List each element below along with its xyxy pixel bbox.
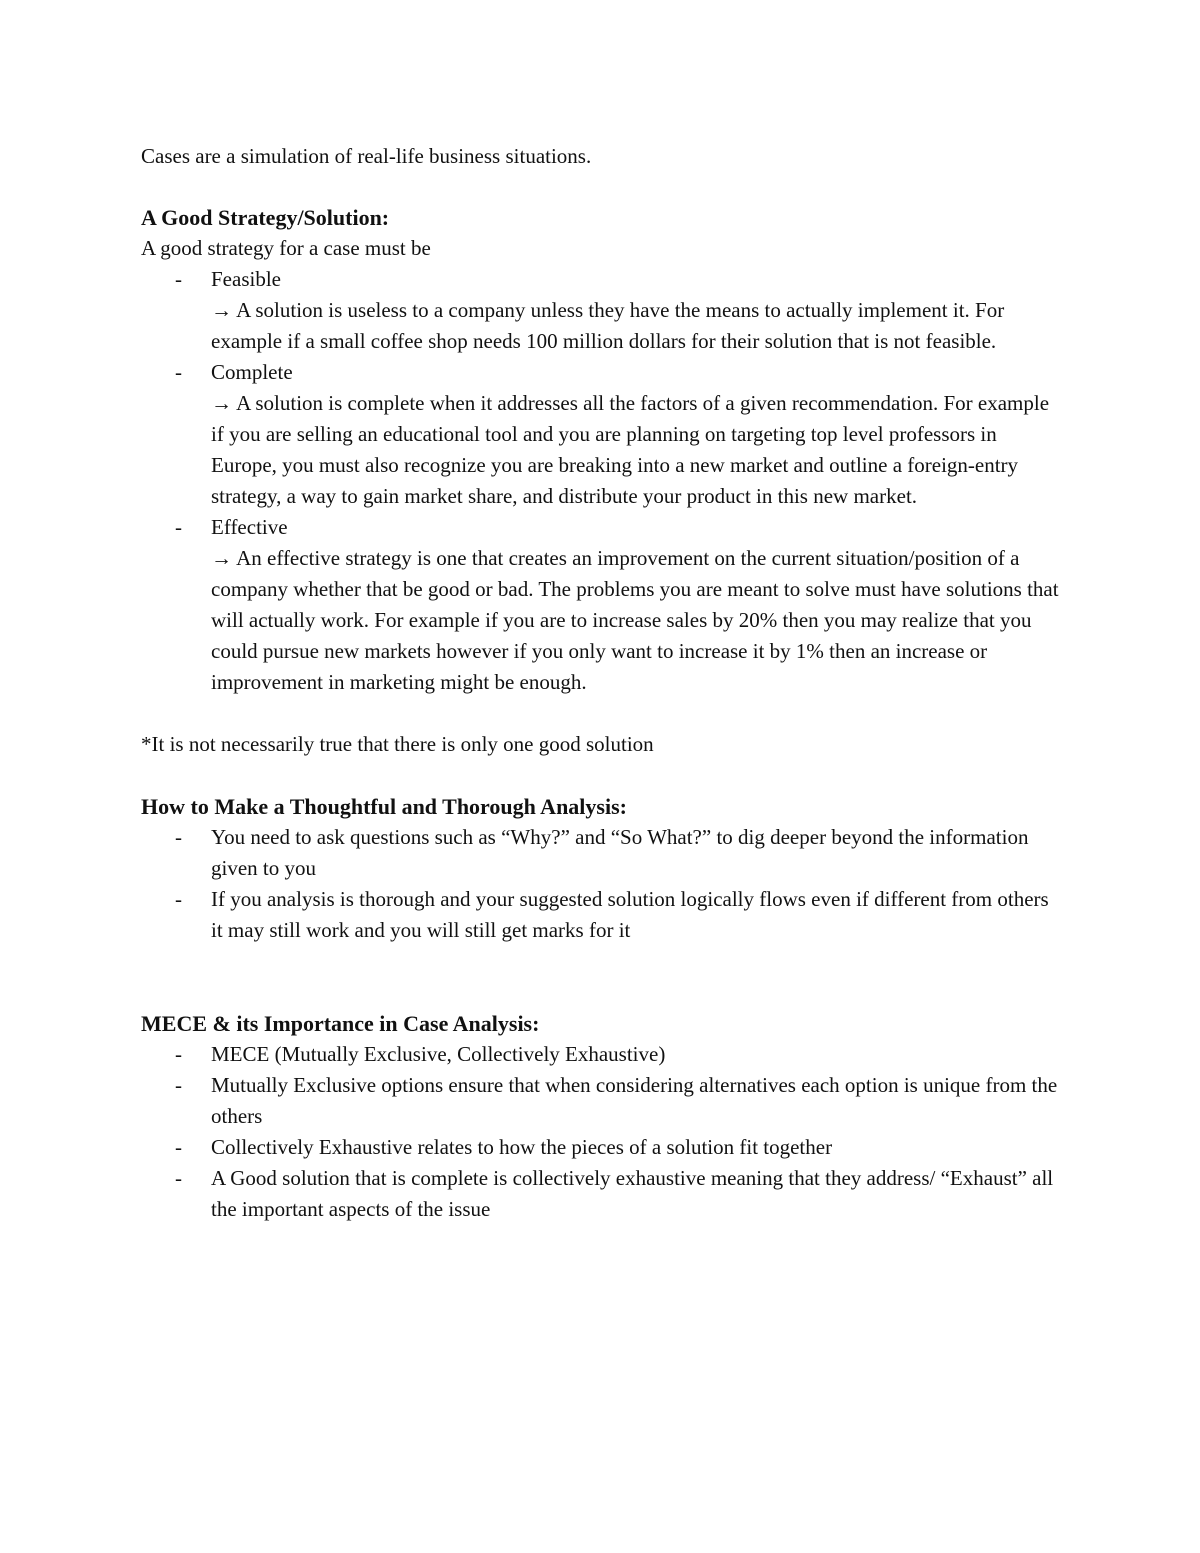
criterion-detail: → A solution is complete when it addresses all the factors of a given recommendation. For example if you are selling an educational tool and you are planning on targeting top level professors in Europe, you must also recognize you are breaking into a new market and outline a foreign-entry strategy, a way to gain market share, and distribute your product in this new market. bbox=[211, 391, 1050, 508]
criterion-label: Effective bbox=[211, 515, 288, 539]
bullet-dash: - bbox=[175, 825, 182, 849]
bullet-dash: - bbox=[175, 1166, 182, 1190]
list-item bbox=[141, 1163, 1061, 1225]
section-heading-mece: MECE & its Importance in Case Analysis: bbox=[141, 1011, 540, 1036]
list-item-text: You need to ask questions such as “Why?” and “So What?” to dig deeper beyond the information given to you bbox=[211, 825, 1029, 880]
section-heading-analysis: How to Make a Thoughtful and Thorough Analysis: bbox=[141, 794, 627, 819]
bullet-dash: - bbox=[175, 1042, 182, 1066]
bullet-dash: - bbox=[175, 360, 182, 384]
document-page bbox=[141, 141, 1061, 1225]
list-item-text: Collectively Exhaustive relates to how the pieces of a solution fit together bbox=[211, 1135, 833, 1159]
bullet-dash: - bbox=[175, 267, 182, 291]
bullet-dash: - bbox=[175, 1135, 182, 1159]
intro-paragraph: Cases are a simulation of real-life business situations. bbox=[141, 144, 592, 168]
criterion-label: Complete bbox=[211, 360, 293, 384]
criterion-label: Feasible bbox=[211, 267, 281, 291]
section-heading-good-strategy: A Good Strategy/Solution: bbox=[141, 205, 390, 230]
list-item-text: If you analysis is thorough and your suggested solution logically flows even if different from others it may still work and you will still get marks for it bbox=[211, 887, 1049, 942]
criteria-list bbox=[141, 264, 1061, 698]
footnote: *It is not necessarily true that there is only one good solution bbox=[141, 732, 654, 756]
criterion-detail: → An effective strategy is one that creates an improvement on the current situation/position of a company whether that be good or bad. The problems you are meant to solve must have solutions that will actually work. For example if you are to increase sales by 20% then you may realize that you could pursue new markets however if you only want to increase it by 1% then an increase or improvement in marketing might be enough. bbox=[211, 546, 1059, 694]
list-item bbox=[141, 822, 1061, 884]
bullet-dash: - bbox=[175, 1073, 182, 1097]
list-item bbox=[141, 884, 1061, 946]
list-item bbox=[141, 1039, 1061, 1070]
list-item-text: A Good solution that is complete is collectively exhaustive meaning that they address/ “Exhaust” all the important aspects of the issue bbox=[211, 1166, 1054, 1221]
mece-list bbox=[141, 1039, 1061, 1225]
list-item-text: Mutually Exclusive options ensure that when considering alternatives each option is unique from the others bbox=[211, 1073, 1058, 1128]
bullet-dash: - bbox=[175, 887, 182, 911]
list-item bbox=[141, 357, 1061, 512]
list-item bbox=[141, 1070, 1061, 1132]
list-item-text: MECE (Mutually Exclusive, Collectively Exhaustive) bbox=[211, 1042, 666, 1066]
list-item bbox=[141, 1132, 1061, 1163]
bullet-dash: - bbox=[175, 515, 182, 539]
list-item bbox=[141, 264, 1061, 357]
criterion-detail: → A solution is useless to a company unless they have the means to actually implement it. For example if a small coffee shop needs 100 million dollars for their solution that is not feasible. bbox=[211, 298, 1005, 353]
list-item bbox=[141, 512, 1061, 698]
analysis-list bbox=[141, 822, 1061, 946]
section-lead: A good strategy for a case must be bbox=[141, 236, 431, 260]
